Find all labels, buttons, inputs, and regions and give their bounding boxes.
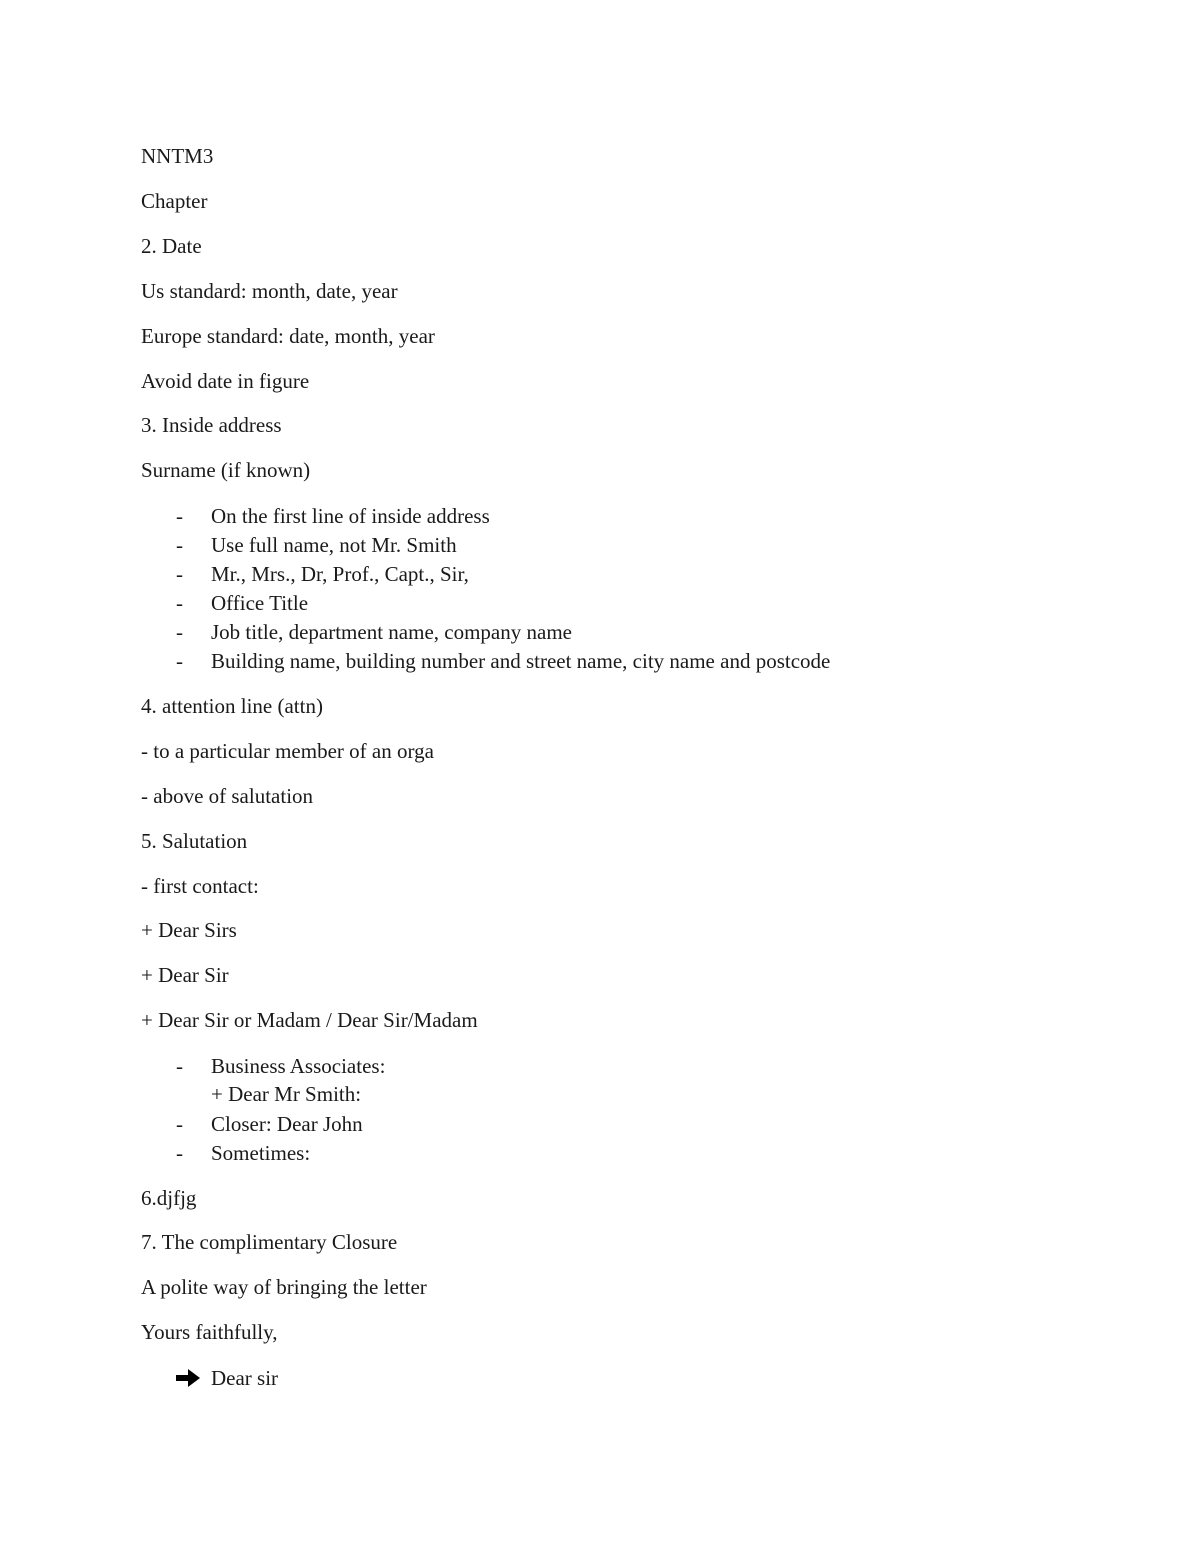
list-item: On the first line of inside address	[211, 504, 490, 528]
bullet-marker: -	[176, 591, 183, 615]
list-item: Mr., Mrs., Dr, Prof., Capt., Sir,	[211, 562, 469, 586]
section-4-heading: 4. attention line (attn)	[141, 694, 323, 718]
doc-title: NNTM3	[141, 144, 214, 168]
bullet-marker: -	[176, 533, 183, 557]
bullet-marker: -	[176, 1054, 183, 1078]
section-7-line: A polite way of bringing the letter	[141, 1275, 427, 1299]
list-item: Building name, building number and street name, city name and postcode	[211, 649, 831, 673]
list-item: Job title, department name, company name	[211, 620, 572, 644]
section-3-heading: 3. Inside address	[141, 413, 282, 437]
section-3-intro: Surname (if known)	[141, 458, 311, 482]
list-item: Use full name, not Mr. Smith	[211, 533, 457, 557]
list-item: Closer: Dear John	[211, 1112, 363, 1136]
section-4-line: - to a particular member of an orga	[141, 739, 434, 763]
section-2-line: Europe standard: date, month, year	[141, 324, 435, 348]
section-4-line: - above of salutation	[141, 784, 314, 808]
section-6-heading: 6.djfjg	[141, 1186, 197, 1210]
section-2-line: Avoid date in figure	[141, 369, 310, 393]
section-5-line: - first contact:	[141, 874, 259, 898]
bullet-marker: -	[176, 562, 183, 586]
bullet-marker: -	[176, 620, 183, 644]
chapter-label: Chapter	[141, 189, 208, 213]
bullet-marker: -	[176, 649, 183, 673]
list-item: Sometimes:	[211, 1141, 311, 1165]
list-item: Business Associates:	[211, 1054, 386, 1078]
section-2-line: Us standard: month, date, year	[141, 279, 398, 303]
section-5-line: + Dear Sirs	[141, 918, 237, 942]
list-item-continuation: + Dear Mr Smith:	[211, 1082, 362, 1106]
section-2-heading: 2. Date	[141, 234, 202, 258]
section-5-heading: 5. Salutation	[141, 829, 248, 853]
bullet-marker: -	[176, 1141, 183, 1165]
section-7-heading: 7. The complimentary Closure	[141, 1230, 398, 1254]
section-5-line: + Dear Sir	[141, 963, 229, 987]
bullet-marker: -	[176, 504, 183, 528]
list-item: Office Title	[211, 591, 309, 615]
right-arrow-icon	[175, 1368, 201, 1388]
arrow-list-item: Dear sir	[211, 1366, 279, 1390]
section-5-line: + Dear Sir or Madam / Dear Sir/Madam	[141, 1008, 478, 1032]
bullet-marker: -	[176, 1112, 183, 1136]
section-7-line: Yours faithfully,	[141, 1320, 278, 1344]
